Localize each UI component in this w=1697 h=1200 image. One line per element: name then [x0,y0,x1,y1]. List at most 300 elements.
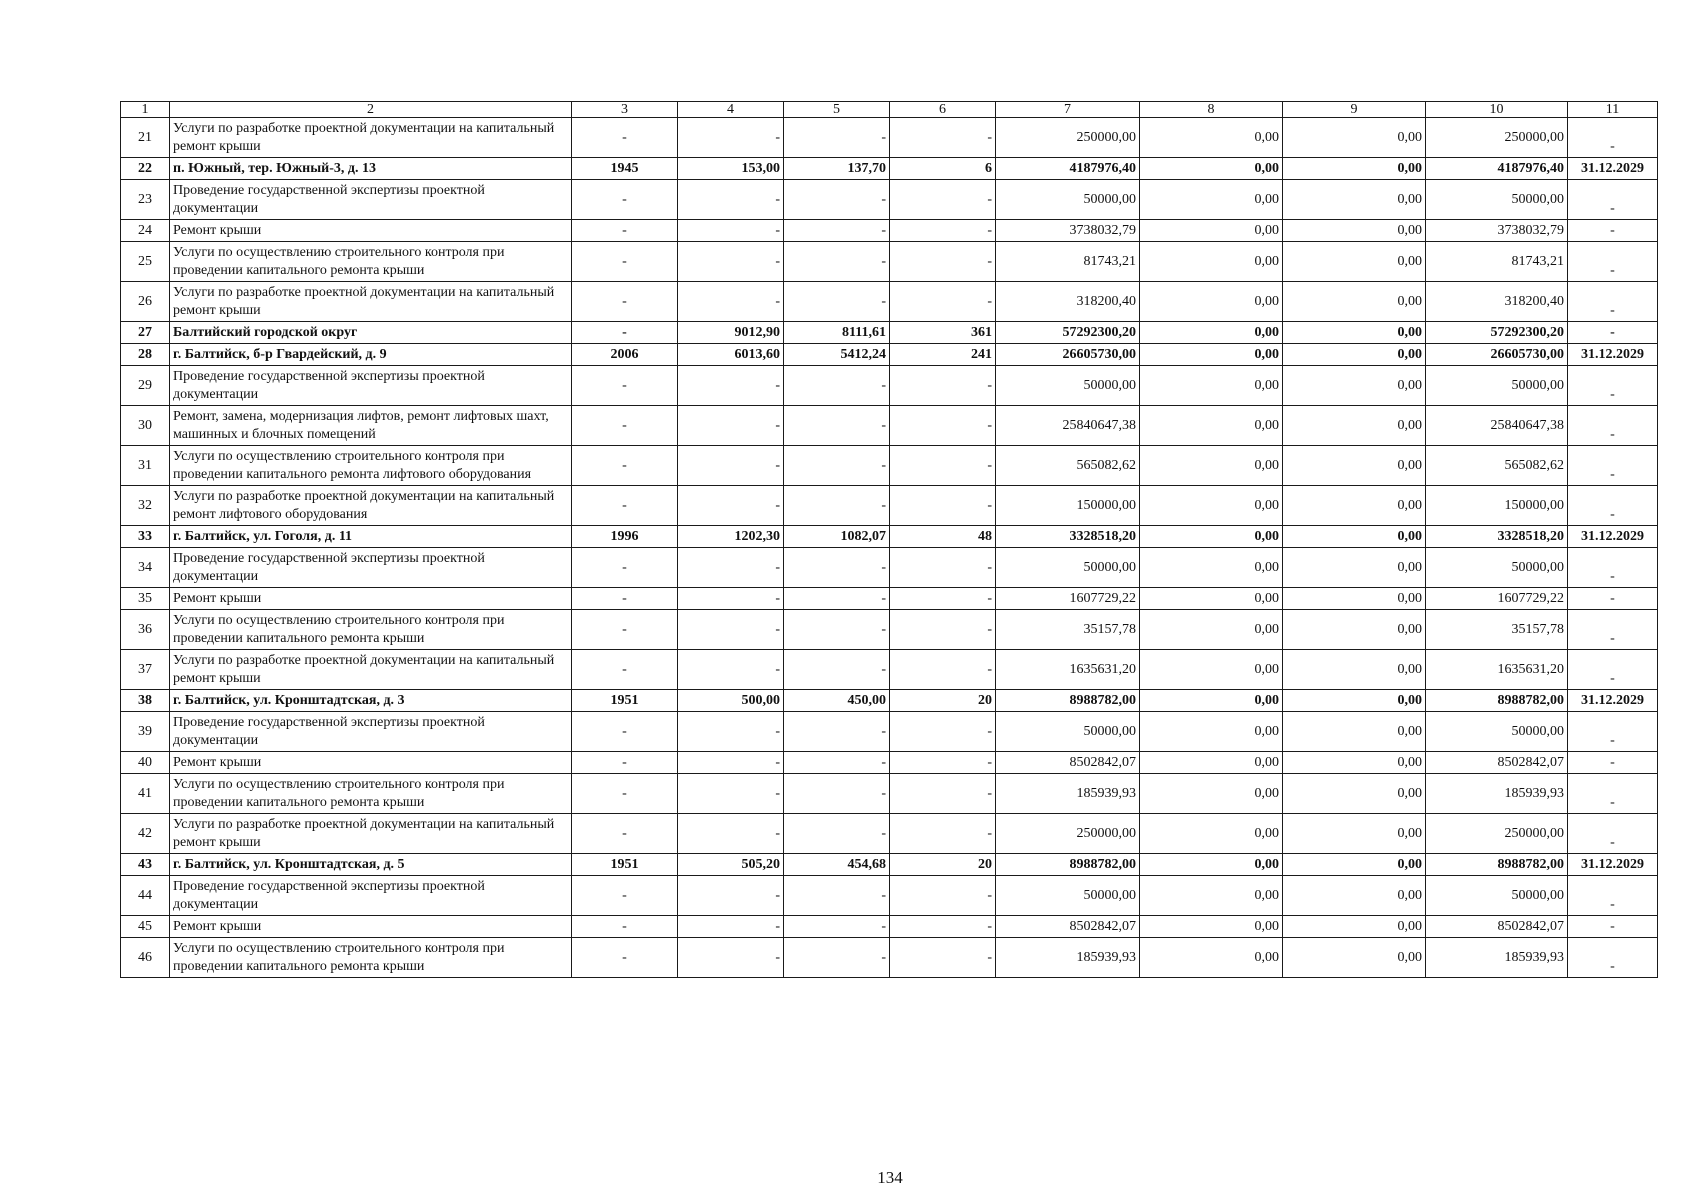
total-area-cell: - [678,610,784,650]
residents-count-cell: - [890,938,996,978]
work-name-cell: п. Южный, тер. Южный-3, д. 13 [170,158,572,180]
living-area-cell: - [784,814,890,854]
row-number-cell: 34 [121,548,170,588]
fund-cost-cell: 150000,00 [1426,486,1568,526]
residents-count-cell: - [890,220,996,242]
table-row-work [121,774,1658,814]
work-name-cell: Услуги по разработке проектной документации на капитальный ремонт крыши [170,814,572,854]
total-cost-cell: 318200,40 [996,282,1140,322]
header-cell: 2 [170,102,572,118]
cost-column-9-cell: 0,00 [1283,282,1426,322]
cost-column-8-cell: 0,00 [1140,526,1283,548]
completion-date-cell: - [1568,548,1658,588]
total-cost-cell: 3738032,79 [996,220,1140,242]
cost-column-8-cell: 0,00 [1140,282,1283,322]
total-cost-cell: 250000,00 [996,814,1140,854]
work-name-cell: Ремонт крыши [170,752,572,774]
living-area-cell: - [784,610,890,650]
completion-date-cell: - [1568,938,1658,978]
work-name-cell: Услуги по разработке проектной документации на капитальный ремонт крыши [170,282,572,322]
residents-count-cell: - [890,118,996,158]
year-built-cell: - [572,406,678,446]
living-area-cell: - [784,118,890,158]
work-name-cell: Ремонт крыши [170,588,572,610]
row-number-cell: 41 [121,774,170,814]
residents-count-cell: - [890,876,996,916]
fund-cost-cell: 3738032,79 [1426,220,1568,242]
total-area-cell: 6013,60 [678,344,784,366]
residents-count-cell: - [890,282,996,322]
total-cost-cell: 8502842,07 [996,916,1140,938]
table-row-work [121,876,1658,916]
table-row-work [121,814,1658,854]
cost-column-8-cell: 0,00 [1140,690,1283,712]
total-cost-cell: 8988782,00 [996,690,1140,712]
table-row-work [121,406,1658,446]
cost-column-9-cell: 0,00 [1283,322,1426,344]
cost-column-8-cell: 0,00 [1140,588,1283,610]
living-area-cell: - [784,938,890,978]
page-number: 134 [877,1168,903,1187]
fund-cost-cell: 8502842,07 [1426,752,1568,774]
living-area-cell: - [784,916,890,938]
cost-column-8-cell: 0,00 [1140,814,1283,854]
cost-column-8-cell: 0,00 [1140,876,1283,916]
cost-column-9-cell: 0,00 [1283,366,1426,406]
header-cell: 9 [1283,102,1426,118]
header-cell: 3 [572,102,678,118]
table-row-work [121,752,1658,774]
year-built-cell: - [572,180,678,220]
cost-column-8-cell: 0,00 [1140,774,1283,814]
total-cost-cell: 50000,00 [996,548,1140,588]
residents-count-cell: 48 [890,526,996,548]
cost-column-8-cell: 0,00 [1140,344,1283,366]
cost-column-9-cell: 0,00 [1283,854,1426,876]
total-cost-cell: 50000,00 [996,180,1140,220]
cost-column-8-cell: 0,00 [1140,158,1283,180]
fund-cost-cell: 1635631,20 [1426,650,1568,690]
completion-date-cell: - [1568,180,1658,220]
residents-count-cell: 20 [890,690,996,712]
work-name-cell: Услуги по разработке проектной документации на капитальный ремонт крыши [170,118,572,158]
row-number-cell: 37 [121,650,170,690]
living-area-cell: - [784,242,890,282]
total-area-cell: - [678,282,784,322]
cost-column-9-cell: 0,00 [1283,712,1426,752]
row-number-cell: 40 [121,752,170,774]
table-row-work [121,118,1658,158]
row-number-cell: 44 [121,876,170,916]
total-cost-cell: 25840647,38 [996,406,1140,446]
completion-date-cell: 31.12.2029 [1568,690,1658,712]
total-cost-cell: 50000,00 [996,366,1140,406]
living-area-cell: - [784,446,890,486]
cost-column-9-cell: 0,00 [1283,588,1426,610]
fund-cost-cell: 50000,00 [1426,366,1568,406]
total-cost-cell: 3328518,20 [996,526,1140,548]
completion-date-cell: 31.12.2029 [1568,854,1658,876]
cost-column-9-cell: 0,00 [1283,344,1426,366]
fund-cost-cell: 565082,62 [1426,446,1568,486]
cost-column-9-cell: 0,00 [1283,526,1426,548]
table-row-address [121,690,1658,712]
cost-column-8-cell: 0,00 [1140,220,1283,242]
living-area-cell: 450,00 [784,690,890,712]
cost-column-8-cell: 0,00 [1140,242,1283,282]
year-built-cell: - [572,610,678,650]
completion-date-cell: - [1568,220,1658,242]
year-built-cell: - [572,322,678,344]
cost-column-8-cell: 0,00 [1140,486,1283,526]
residents-count-cell: - [890,712,996,752]
completion-date-cell: - [1568,366,1658,406]
cost-column-9-cell: 0,00 [1283,180,1426,220]
work-name-cell: Ремонт крыши [170,916,572,938]
year-built-cell: - [572,282,678,322]
table-row-work [121,548,1658,588]
fund-cost-cell: 8988782,00 [1426,854,1568,876]
row-number-cell: 27 [121,322,170,344]
column-number-header-row [121,102,1658,118]
year-built-cell: - [572,752,678,774]
total-cost-cell: 26605730,00 [996,344,1140,366]
total-area-cell: - [678,814,784,854]
total-area-cell: - [678,242,784,282]
total-area-cell: - [678,588,784,610]
cost-column-8-cell: 0,00 [1140,548,1283,588]
residents-count-cell: - [890,774,996,814]
fund-cost-cell: 50000,00 [1426,712,1568,752]
total-cost-cell: 50000,00 [996,876,1140,916]
year-built-cell: - [572,486,678,526]
cost-column-9-cell: 0,00 [1283,406,1426,446]
row-number-cell: 28 [121,344,170,366]
cost-column-9-cell: 0,00 [1283,814,1426,854]
fund-cost-cell: 81743,21 [1426,242,1568,282]
fund-cost-cell: 26605730,00 [1426,344,1568,366]
living-area-cell: 1082,07 [784,526,890,548]
work-name-cell: г. Балтийск, б-р Гвардейский, д. 9 [170,344,572,366]
living-area-cell: - [784,406,890,446]
table-row-address [121,322,1658,344]
completion-date-cell: - [1568,446,1658,486]
row-number-cell: 23 [121,180,170,220]
row-number-cell: 21 [121,118,170,158]
living-area-cell: - [784,486,890,526]
total-area-cell: 505,20 [678,854,784,876]
completion-date-cell: - [1568,406,1658,446]
row-number-cell: 26 [121,282,170,322]
table-row-address [121,526,1658,548]
total-area-cell: 9012,90 [678,322,784,344]
completion-date-cell: - [1568,588,1658,610]
living-area-cell: - [784,588,890,610]
living-area-cell: - [784,774,890,814]
row-number-cell: 46 [121,938,170,978]
year-built-cell: - [572,588,678,610]
living-area-cell: 454,68 [784,854,890,876]
row-number-cell: 33 [121,526,170,548]
header-cell: 7 [996,102,1140,118]
completion-date-cell: - [1568,650,1658,690]
total-area-cell: - [678,916,784,938]
table-row-address [121,344,1658,366]
cost-column-9-cell: 0,00 [1283,486,1426,526]
year-built-cell: - [572,712,678,752]
work-name-cell: Балтийский городской округ [170,322,572,344]
total-area-cell: - [678,752,784,774]
cost-column-9-cell: 0,00 [1283,158,1426,180]
living-area-cell: - [784,548,890,588]
completion-date-cell: - [1568,876,1658,916]
completion-date-cell: - [1568,814,1658,854]
year-built-cell: 1951 [572,690,678,712]
work-name-cell: Проведение государственной экспертизы проектной документации [170,876,572,916]
work-name-cell: Ремонт, замена, модернизация лифтов, ремонт лифтовых шахт, машинных и блочных помещений [170,406,572,446]
fund-cost-cell: 4187976,40 [1426,158,1568,180]
cost-column-9-cell: 0,00 [1283,118,1426,158]
residents-count-cell: - [890,180,996,220]
row-number-cell: 38 [121,690,170,712]
residents-count-cell: - [890,242,996,282]
work-name-cell: Проведение государственной экспертизы проектной документации [170,548,572,588]
table-row-work [121,366,1658,406]
year-built-cell: - [572,938,678,978]
total-cost-cell: 1607729,22 [996,588,1140,610]
repair-program-table [120,101,1658,978]
total-cost-cell: 4187976,40 [996,158,1140,180]
total-area-cell: - [678,774,784,814]
cost-column-8-cell: 0,00 [1140,366,1283,406]
residents-count-cell: - [890,548,996,588]
cost-column-8-cell: 0,00 [1140,712,1283,752]
total-area-cell: - [678,406,784,446]
year-built-cell: - [572,774,678,814]
row-number-cell: 25 [121,242,170,282]
table-row-address [121,854,1658,876]
living-area-cell: - [784,220,890,242]
table-row-work [121,282,1658,322]
row-number-cell: 42 [121,814,170,854]
table-body [121,102,1658,978]
work-name-cell: Проведение государственной экспертизы проектной документации [170,712,572,752]
year-built-cell: 1996 [572,526,678,548]
fund-cost-cell: 250000,00 [1426,814,1568,854]
fund-cost-cell: 318200,40 [1426,282,1568,322]
completion-date-cell: - [1568,916,1658,938]
cost-column-8-cell: 0,00 [1140,406,1283,446]
fund-cost-cell: 250000,00 [1426,118,1568,158]
residents-count-cell: - [890,366,996,406]
total-cost-cell: 35157,78 [996,610,1140,650]
completion-date-cell: - [1568,610,1658,650]
residents-count-cell: 241 [890,344,996,366]
cost-column-9-cell: 0,00 [1283,610,1426,650]
total-area-cell: - [678,876,784,916]
living-area-cell: - [784,650,890,690]
row-number-cell: 45 [121,916,170,938]
row-number-cell: 36 [121,610,170,650]
header-cell: 6 [890,102,996,118]
total-area-cell: - [678,446,784,486]
total-area-cell: 1202,30 [678,526,784,548]
table-row-work [121,588,1658,610]
fund-cost-cell: 3328518,20 [1426,526,1568,548]
table-row-work [121,610,1658,650]
cost-column-9-cell: 0,00 [1283,774,1426,814]
cost-column-8-cell: 0,00 [1140,938,1283,978]
cost-column-8-cell: 0,00 [1140,916,1283,938]
cost-column-8-cell: 0,00 [1140,322,1283,344]
fund-cost-cell: 185939,93 [1426,774,1568,814]
header-cell: 1 [121,102,170,118]
work-name-cell: Проведение государственной экспертизы проектной документации [170,366,572,406]
cost-column-8-cell: 0,00 [1140,180,1283,220]
work-name-cell: Ремонт крыши [170,220,572,242]
table-row-work [121,180,1658,220]
total-cost-cell: 8988782,00 [996,854,1140,876]
total-cost-cell: 250000,00 [996,118,1140,158]
work-name-cell: Проведение государственной экспертизы проектной документации [170,180,572,220]
header-cell: 4 [678,102,784,118]
completion-date-cell: 31.12.2029 [1568,344,1658,366]
cost-column-9-cell: 0,00 [1283,446,1426,486]
work-name-cell: Услуги по разработке проектной документации на капитальный ремонт лифтового оборудования [170,486,572,526]
row-number-cell: 39 [121,712,170,752]
total-area-cell: - [678,220,784,242]
total-cost-cell: 185939,93 [996,938,1140,978]
cost-column-9-cell: 0,00 [1283,876,1426,916]
fund-cost-cell: 25840647,38 [1426,406,1568,446]
year-built-cell: - [572,650,678,690]
total-cost-cell: 185939,93 [996,774,1140,814]
row-number-cell: 35 [121,588,170,610]
total-area-cell: - [678,180,784,220]
completion-date-cell: - [1568,282,1658,322]
cost-column-8-cell: 0,00 [1140,854,1283,876]
total-cost-cell: 81743,21 [996,242,1140,282]
total-area-cell: 500,00 [678,690,784,712]
residents-count-cell: - [890,446,996,486]
residents-count-cell: - [890,814,996,854]
living-area-cell: 137,70 [784,158,890,180]
residents-count-cell: 361 [890,322,996,344]
cost-column-8-cell: 0,00 [1140,118,1283,158]
total-cost-cell: 50000,00 [996,712,1140,752]
cost-column-9-cell: 0,00 [1283,548,1426,588]
cost-column-9-cell: 0,00 [1283,242,1426,282]
residents-count-cell: - [890,752,996,774]
row-number-cell: 30 [121,406,170,446]
residents-count-cell: - [890,916,996,938]
completion-date-cell: - [1568,486,1658,526]
row-number-cell: 24 [121,220,170,242]
year-built-cell: 1945 [572,158,678,180]
table-row-work [121,242,1658,282]
year-built-cell: - [572,916,678,938]
table-row-work [121,486,1658,526]
year-built-cell: - [572,548,678,588]
header-cell: 10 [1426,102,1568,118]
table-row-work [121,650,1658,690]
fund-cost-cell: 50000,00 [1426,180,1568,220]
cost-column-8-cell: 0,00 [1140,650,1283,690]
total-area-cell: - [678,712,784,752]
residents-count-cell: - [890,610,996,650]
fund-cost-cell: 35157,78 [1426,610,1568,650]
cost-column-9-cell: 0,00 [1283,938,1426,978]
year-built-cell: - [572,118,678,158]
year-built-cell: - [572,446,678,486]
residents-count-cell: 6 [890,158,996,180]
row-number-cell: 22 [121,158,170,180]
fund-cost-cell: 8502842,07 [1426,916,1568,938]
cost-column-9-cell: 0,00 [1283,752,1426,774]
living-area-cell: 5412,24 [784,344,890,366]
cost-column-9-cell: 0,00 [1283,650,1426,690]
fund-cost-cell: 185939,93 [1426,938,1568,978]
row-number-cell: 29 [121,366,170,406]
row-number-cell: 32 [121,486,170,526]
work-name-cell: г. Балтийск, ул. Кронштадтская, д. 5 [170,854,572,876]
table-row-work [121,446,1658,486]
total-cost-cell: 565082,62 [996,446,1140,486]
row-number-cell: 31 [121,446,170,486]
work-name-cell: Услуги по осуществлению строительного контроля при проведении капитального ремонта лифтового оборудования [170,446,572,486]
work-name-cell: Услуги по осуществлению строительного контроля при проведении капитального ремонта крыши [170,774,572,814]
table-row-work [121,938,1658,978]
cost-column-8-cell: 0,00 [1140,752,1283,774]
year-built-cell: 2006 [572,344,678,366]
completion-date-cell: 31.12.2029 [1568,158,1658,180]
residents-count-cell: - [890,650,996,690]
fund-cost-cell: 1607729,22 [1426,588,1568,610]
living-area-cell: 8111,61 [784,322,890,344]
completion-date-cell: - [1568,774,1658,814]
fund-cost-cell: 50000,00 [1426,548,1568,588]
total-area-cell: - [678,650,784,690]
total-area-cell: - [678,548,784,588]
cost-column-8-cell: 0,00 [1140,446,1283,486]
total-cost-cell: 1635631,20 [996,650,1140,690]
header-cell: 8 [1140,102,1283,118]
year-built-cell: - [572,366,678,406]
living-area-cell: - [784,752,890,774]
year-built-cell: - [572,876,678,916]
completion-date-cell: 31.12.2029 [1568,526,1658,548]
residents-count-cell: - [890,486,996,526]
total-cost-cell: 8502842,07 [996,752,1140,774]
completion-date-cell: - [1568,712,1658,752]
year-built-cell: 1951 [572,854,678,876]
cost-column-9-cell: 0,00 [1283,916,1426,938]
table-row-work [121,712,1658,752]
completion-date-cell: - [1568,242,1658,282]
work-name-cell: Услуги по осуществлению строительного контроля при проведении капитального ремонта крыши [170,242,572,282]
residents-count-cell: 20 [890,854,996,876]
table-row-address [121,158,1658,180]
residents-count-cell: - [890,406,996,446]
work-name-cell: Услуги по осуществлению строительного контроля при проведении капитального ремонта крыши [170,610,572,650]
table-row-work [121,916,1658,938]
work-name-cell: Услуги по разработке проектной документации на капитальный ремонт крыши [170,650,572,690]
work-name-cell: г. Балтийск, ул. Кронштадтская, д. 3 [170,690,572,712]
total-cost-cell: 150000,00 [996,486,1140,526]
living-area-cell: - [784,180,890,220]
year-built-cell: - [572,220,678,242]
residents-count-cell: - [890,588,996,610]
